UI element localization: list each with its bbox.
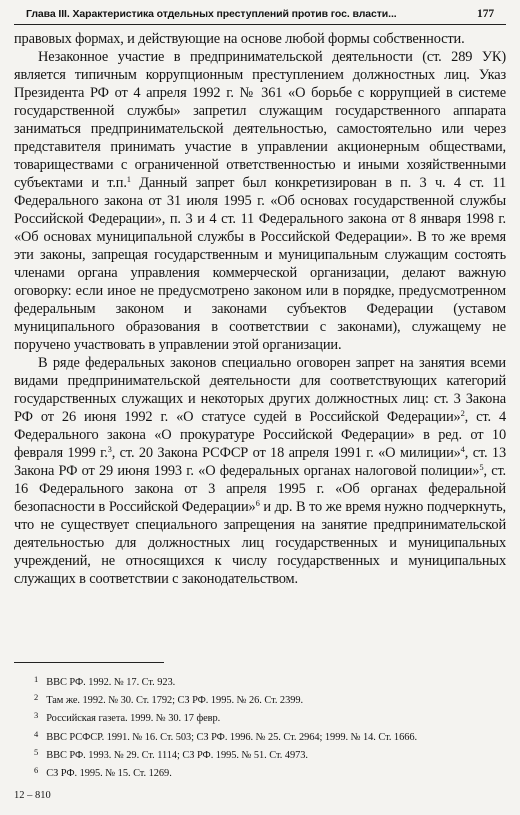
- footnote-ref: 6: [255, 498, 260, 508]
- paragraph-text: Данный запрет был конкретизирован в п. 3 ч. 4 ст. 11 Федерального закона от 31 июля 1995 г. «Об основах государственной службы Российской Федерации», п. 3 и 4 ст. 11 Федерального закона от 8 января 1998 г. «Об основах муниципальной службы в Российской Федерации». В то же время эти законы, запрещая государственным и муниципальным служащим состоять членами органа управления коммерческой организации, делают важную оговорку: если иное не предусмотрено законом или в порядке, предусмотренном федеральным законом и законами субъектов Федерации (уставом муниципального образования в соответствии с законами), служащему не поручено участвовать в управлении этой организации.: [14, 175, 506, 353]
- paragraph-text: , ст. 4 Федерального закона «О прокуратуре Российской Федерации» в ред. от 10 февраля 1999 г.: [14, 409, 506, 461]
- chapter-title: Глава III. Характеристика отдельных преступлений против гос. власти...: [26, 8, 397, 20]
- footnote-text: ВВС РФ. 1992. № 17. Ст. 923.: [46, 677, 176, 688]
- paragraph-text: , ст. 20 Закона РСФСР от 18 апреля 1991 г. «О милиции»: [111, 445, 461, 461]
- paragraph-text: В ряде федеральных законов специально оговорен запрет на занятия всеми видами предпринимательской деятельности для соответствующих категорий государственных служащих и некоторых других должностных лиц: ст. 3 Закона РФ от 26 июня 1992 г. «О статусе судей в Российской Федерации»: [14, 355, 506, 425]
- footnote-text: ВВС РФ. 1993. № 29. Ст. 1114; СЗ РФ. 1995. № 51. Ст. 4973.: [46, 749, 308, 761]
- footnote-divider: [14, 662, 164, 663]
- footnote-number: 5: [34, 746, 39, 757]
- footnote-number: 6: [34, 765, 39, 776]
- paragraph-text: , ст. 13 Закона РФ от 29 июня 1993 г. «О федеральных органах налоговой полиции»: [14, 445, 506, 479]
- footnote-number: 1: [34, 674, 39, 684]
- footnote-text: Российская газета. 1999. № 30. 17 февр.: [46, 713, 221, 725]
- paragraph-text: , ст. 16 Федерального закона от 3 апреля 1995 г. «Об органах федеральной безопасности в Российской Федерации»: [14, 463, 506, 515]
- footnote-number: 3: [34, 710, 39, 721]
- footnote: [14, 763, 506, 781]
- footnote: [14, 727, 506, 745]
- footnote: [14, 708, 506, 726]
- footnote-number: 2: [34, 692, 39, 703]
- paragraph-text: и др. В то же время нужно подчеркнуть, что не существует специального запрещения на занятие предпринимательской деятельностью для должностных лиц государственных и муниципальных учреждений, не относящихся к числу государственных и муниципальных служащих в соответствии с законодательством.: [14, 499, 507, 587]
- running-head: [14, 6, 506, 25]
- footnote-text: ВВС РСФСР. 1991. № 16. Ст. 503; СЗ РФ. 1996. № 25. Ст. 2964; 1999. № 14. Ст. 1666.: [46, 731, 418, 743]
- paragraph-text: правовых формах, и действующие на основе любой формы собственности.: [14, 31, 465, 47]
- footnote: [14, 745, 506, 763]
- printer-signature: 12 – 810: [14, 790, 51, 801]
- footnotes: [14, 672, 506, 781]
- page-number: 177: [477, 8, 494, 20]
- footnote-text: СЗ РФ. 1995. № 15. Ст. 1269.: [46, 768, 172, 780]
- footnote-ref: 4: [460, 444, 465, 454]
- footnote-ref: 2: [460, 408, 465, 418]
- footnote-ref: 5: [479, 462, 484, 472]
- paragraph: [14, 354, 506, 588]
- paragraph: [14, 30, 506, 48]
- footnote-number: 4: [34, 728, 39, 739]
- footnote: [14, 690, 506, 708]
- footnote-ref: 1: [126, 174, 131, 184]
- footnote-ref: 3: [107, 444, 112, 454]
- footnote-text: Там же. 1992. № 30. Ст. 1792; СЗ РФ. 1995. № 26. Ст. 2399.: [46, 695, 304, 707]
- footnote: [14, 672, 506, 690]
- body-text: [14, 30, 506, 588]
- paragraph-text: Незаконное участие в предпринимательской деятельности (ст. 289 УК) является типичным коррупционным преступлением должностных лиц. Указ Президента РФ от 4 апреля 1992 г. № 361 «О борьбе с коррупцией в системе государственной службы» запретил служащим государственного аппарата заниматься предпринимательской деятельностью, самостоятельно или через представителя принимать участие в управлении акционерным обществами, товариществами с ограниченной ответственностью и иными хозяйственными субъектами и т.п.: [14, 49, 506, 191]
- paragraph: [14, 48, 506, 354]
